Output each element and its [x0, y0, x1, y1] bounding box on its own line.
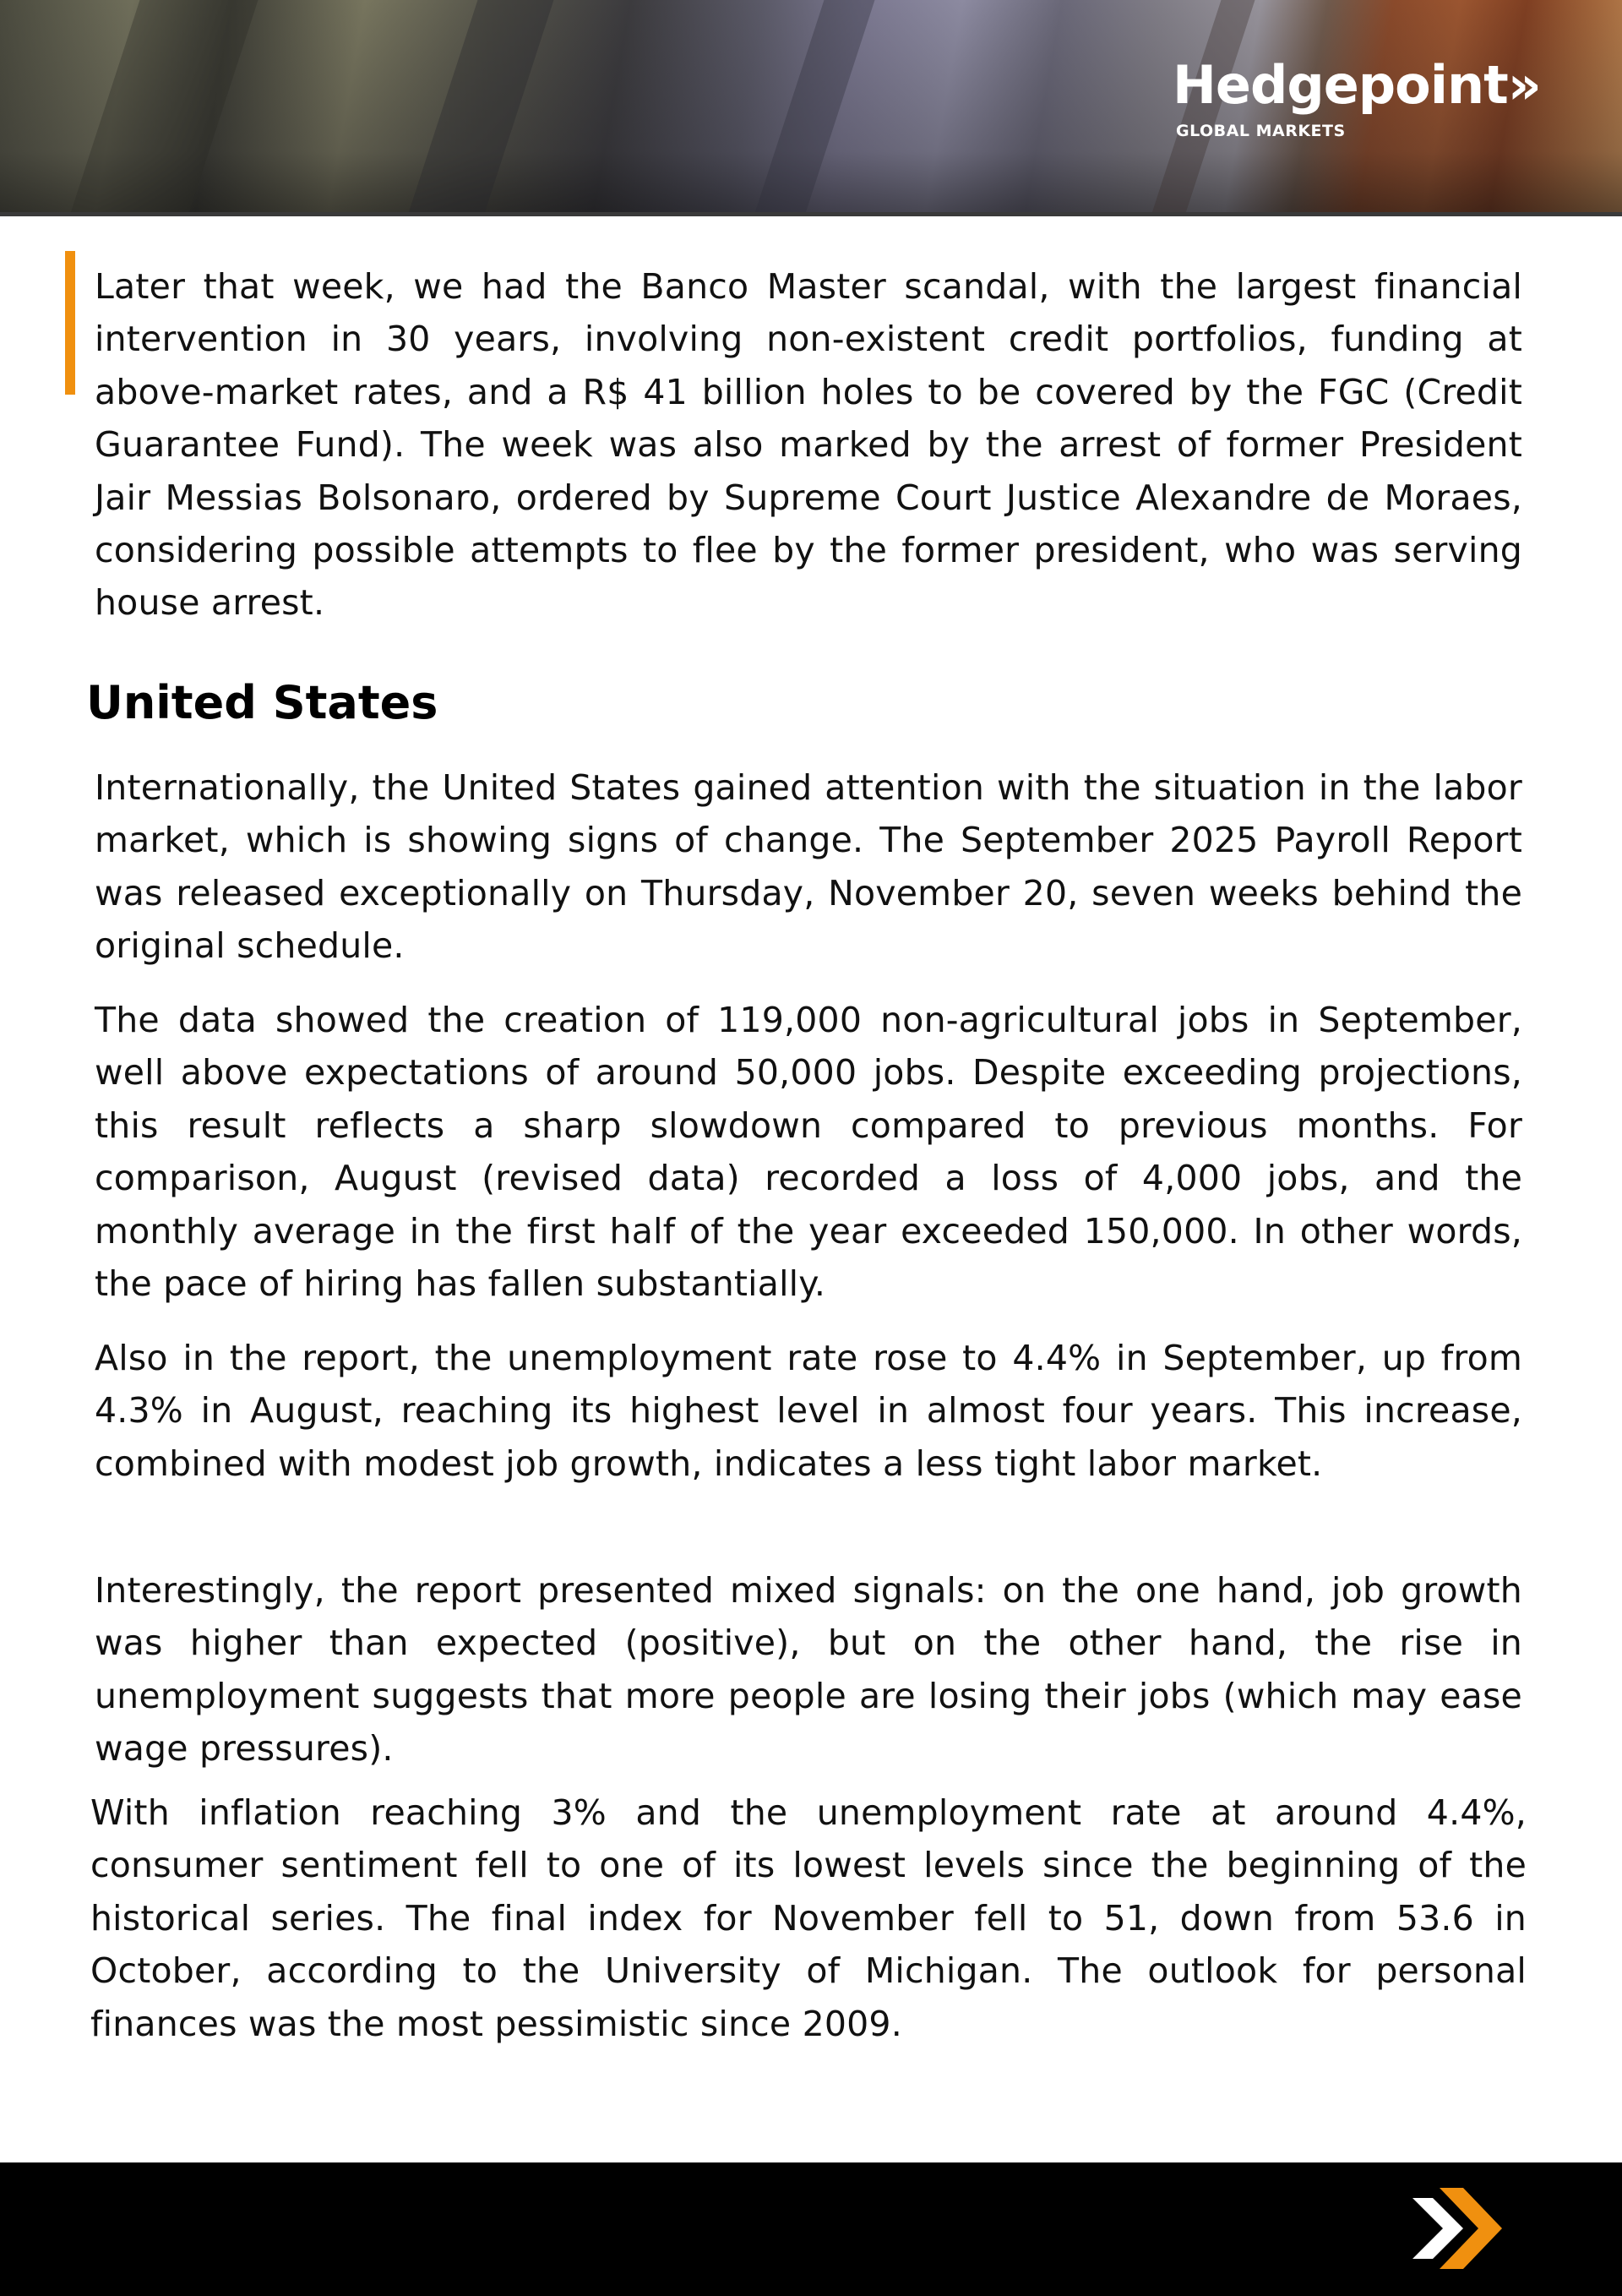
brand-wordmark: Hedgepoint»: [1173, 54, 1541, 116]
banknote-texture: [737, 0, 886, 216]
quote-accent-bar: [65, 251, 75, 395]
us-paragraph-2: The data showed the creation of 119,000 non-agricultural jobs in September, well above expectations of around 50,000 jobs. Despite exceeding projections, this result reflects a sharp slowdown compared to previous months. For comparison, August (revised data) recorded a loss of 4,000 jobs, and the monthly average in the first half of the year exceeded 150,000. In other words, the pace of hiring has fallen substantially.: [95, 1000, 1522, 1305]
us-paragraph-3: Also in the report, the unemployment rate rose to 4.4% in September, up from 4.3% in August, reaching its highest level in almost four years. This increase, combined with modest job growth, indicates a less tight labor market.: [95, 1338, 1522, 1484]
us-paragraph-1: Internationally, the United States gained attention with the situation in the labor market, which is showing signs of change. The September 2025 Payroll Report was released exceptionally on Thursday, November 20, seven weeks behind the original schedule.: [95, 767, 1522, 967]
brand-logo: [1173, 54, 1541, 140]
banknote-texture: [390, 0, 565, 216]
double-chevron-icon: [1411, 2186, 1512, 2271]
us-paragraph-4: Interestingly, the report presented mixed signals: on the one hand, job growth was higher than expected (positive), but on the other hand, the rise in unemployment suggests that more people are losing their jobs (which may ease wage pressures).: [95, 1570, 1522, 1770]
brand-tagline: GLOBAL MARKETS: [1176, 122, 1346, 140]
header-divider: [0, 212, 1622, 216]
us-paragraph-5: With inflation reaching 3% and the unemployment rate at around 4.4%, consumer sentiment fell to one of its lowest levels since the beginning of the historical series. The final index for November fell to 51, down from 53.6 in October, according to the University of Michigan. The outlook for personal finances was the most pessimistic since 2009.: [90, 1792, 1527, 2044]
footer-bar: [0, 2162, 1622, 2296]
banknote-texture: [52, 0, 269, 216]
header-banner: [0, 0, 1622, 216]
section-heading-united-states: United States: [86, 676, 438, 729]
intro-paragraph: Later that week, we had the Banco Master scandal, with the largest financial intervention in 30 years, involving non-existent credit portfolios, funding at above-market rates, and a R$ 41 billion holes to be covered by the FGC (Credit Guarantee Fund). The week was also marked by the arrest of former President Jair Messias Bolsonaro, ordered by Supreme Court Justice Alexandre de Moraes, considering possible attempts to flee by the former president, who was serving house arrest.: [95, 266, 1522, 624]
